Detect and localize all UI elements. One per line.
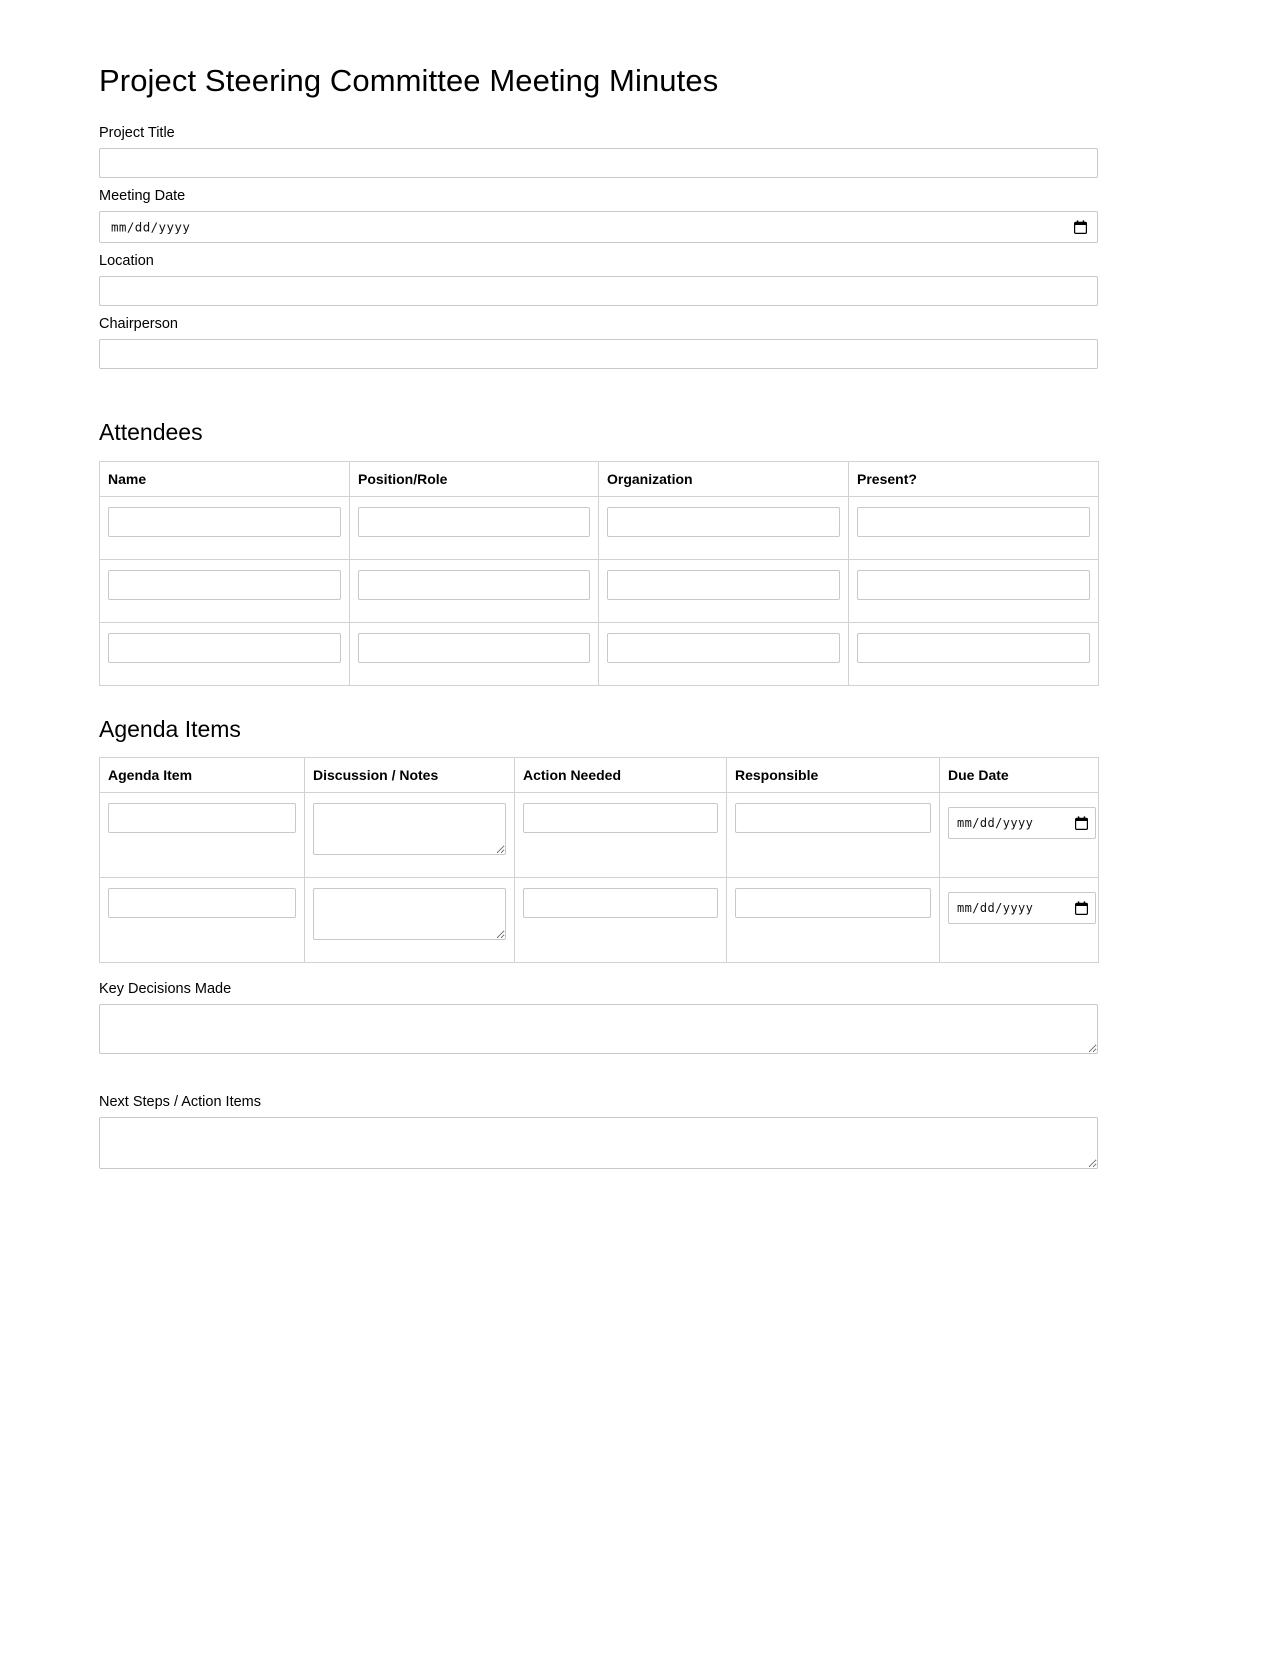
table-header-row <box>100 758 1099 793</box>
column-header-agenda-item: Agenda Item <box>100 758 305 793</box>
agenda-due-date-placeholder: mm/dd/yyyy <box>957 816 1034 831</box>
project-title-input[interactable] <box>99 148 1098 178</box>
cell-action-needed <box>515 793 727 878</box>
attendee-position-input[interactable] <box>358 507 590 537</box>
meeting-date-input[interactable] <box>99 211 1098 243</box>
form-content <box>99 62 1098 1179</box>
column-header-responsible: Responsible <box>727 758 940 793</box>
field-project-title <box>99 125 1098 178</box>
cell-position <box>350 496 599 559</box>
cell-agenda-item <box>100 793 305 878</box>
cell-discussion <box>305 878 515 963</box>
chairperson-input[interactable] <box>99 339 1098 369</box>
cell-position <box>350 622 599 685</box>
attendee-organization-input[interactable] <box>607 633 840 663</box>
page-title: Project Steering Committee Meeting Minutes <box>99 63 719 98</box>
attendee-position-input[interactable] <box>358 633 590 663</box>
meeting-date-box <box>99 211 1098 243</box>
label-next-steps: Next Steps / Action Items <box>99 1094 261 1111</box>
attendees-heading: Attendees <box>99 419 203 446</box>
label-meeting-date: Meeting Date <box>99 188 186 205</box>
location-input[interactable] <box>99 276 1098 306</box>
key-decisions-textarea[interactable] <box>99 1004 1098 1054</box>
table-row <box>100 622 1099 685</box>
cell-due-date <box>940 878 1099 963</box>
label-chairperson: Chairperson <box>99 316 178 333</box>
agenda-action-input[interactable] <box>523 803 718 833</box>
column-header-present: Present? <box>849 461 1099 496</box>
attendee-organization-input[interactable] <box>607 507 840 537</box>
spacer <box>99 963 1098 981</box>
field-key-decisions <box>99 981 1098 1054</box>
attendee-name-input[interactable] <box>108 570 341 600</box>
cell-name <box>100 622 350 685</box>
column-header-name: Name <box>100 461 350 496</box>
cell-organization <box>599 622 849 685</box>
attendee-present-input[interactable] <box>857 507 1090 537</box>
attendee-present-input[interactable] <box>857 633 1090 663</box>
agenda-discussion-textarea[interactable] <box>313 803 506 855</box>
field-location <box>99 253 1098 306</box>
spacer <box>99 686 1098 716</box>
field-next-steps <box>99 1094 1098 1169</box>
column-header-organization: Organization <box>599 461 849 496</box>
agenda-heading: Agenda Items <box>99 715 241 742</box>
column-header-discussion: Discussion / Notes <box>305 758 515 793</box>
agenda-action-input[interactable] <box>523 888 718 918</box>
attendee-name-input[interactable] <box>108 507 341 537</box>
cell-present <box>849 622 1099 685</box>
table-row <box>100 559 1099 622</box>
column-header-position: Position/Role <box>350 461 599 496</box>
attendee-position-input[interactable] <box>358 570 590 600</box>
cell-discussion <box>305 793 515 878</box>
cell-agenda-item <box>100 878 305 963</box>
table-header-row <box>100 461 1099 496</box>
field-chairperson <box>99 316 1098 369</box>
agenda-due-date-input[interactable] <box>948 892 1096 924</box>
agenda-discussion-textarea[interactable] <box>313 888 506 940</box>
table-row <box>100 793 1099 878</box>
agenda-item-input[interactable] <box>108 803 296 833</box>
attendee-organization-input[interactable] <box>607 570 840 600</box>
label-location: Location <box>99 253 154 270</box>
label-project-title: Project Title <box>99 125 175 142</box>
meeting-date-placeholder: mm/dd/yyyy <box>111 219 191 235</box>
calendar-icon[interactable] <box>1074 220 1087 234</box>
agenda-table <box>99 757 1099 963</box>
cell-responsible <box>727 793 940 878</box>
calendar-icon[interactable] <box>1075 816 1088 830</box>
calendar-icon[interactable] <box>1075 901 1088 915</box>
attendee-name-input[interactable] <box>108 633 341 663</box>
next-steps-textarea[interactable] <box>99 1117 1098 1169</box>
column-header-due-date: Due Date <box>940 758 1099 793</box>
agenda-due-date-placeholder: mm/dd/yyyy <box>957 901 1034 916</box>
cell-present <box>849 496 1099 559</box>
cell-organization <box>599 559 849 622</box>
cell-action-needed <box>515 878 727 963</box>
table-row <box>100 878 1099 963</box>
spacer <box>99 379 1098 419</box>
cell-responsible <box>727 878 940 963</box>
agenda-due-date-input[interactable] <box>948 807 1096 839</box>
spacer <box>99 1064 1098 1094</box>
cell-name <box>100 559 350 622</box>
agenda-responsible-input[interactable] <box>735 888 931 918</box>
cell-present <box>849 559 1099 622</box>
attendee-present-input[interactable] <box>857 570 1090 600</box>
cell-name <box>100 496 350 559</box>
table-row <box>100 496 1099 559</box>
cell-position <box>350 559 599 622</box>
attendees-table <box>99 461 1099 686</box>
field-meeting-date <box>99 188 1098 243</box>
column-header-action-needed: Action Needed <box>515 758 727 793</box>
label-key-decisions: Key Decisions Made <box>99 981 232 998</box>
cell-organization <box>599 496 849 559</box>
cell-due-date <box>940 793 1099 878</box>
agenda-responsible-input[interactable] <box>735 803 931 833</box>
agenda-item-input[interactable] <box>108 888 296 918</box>
